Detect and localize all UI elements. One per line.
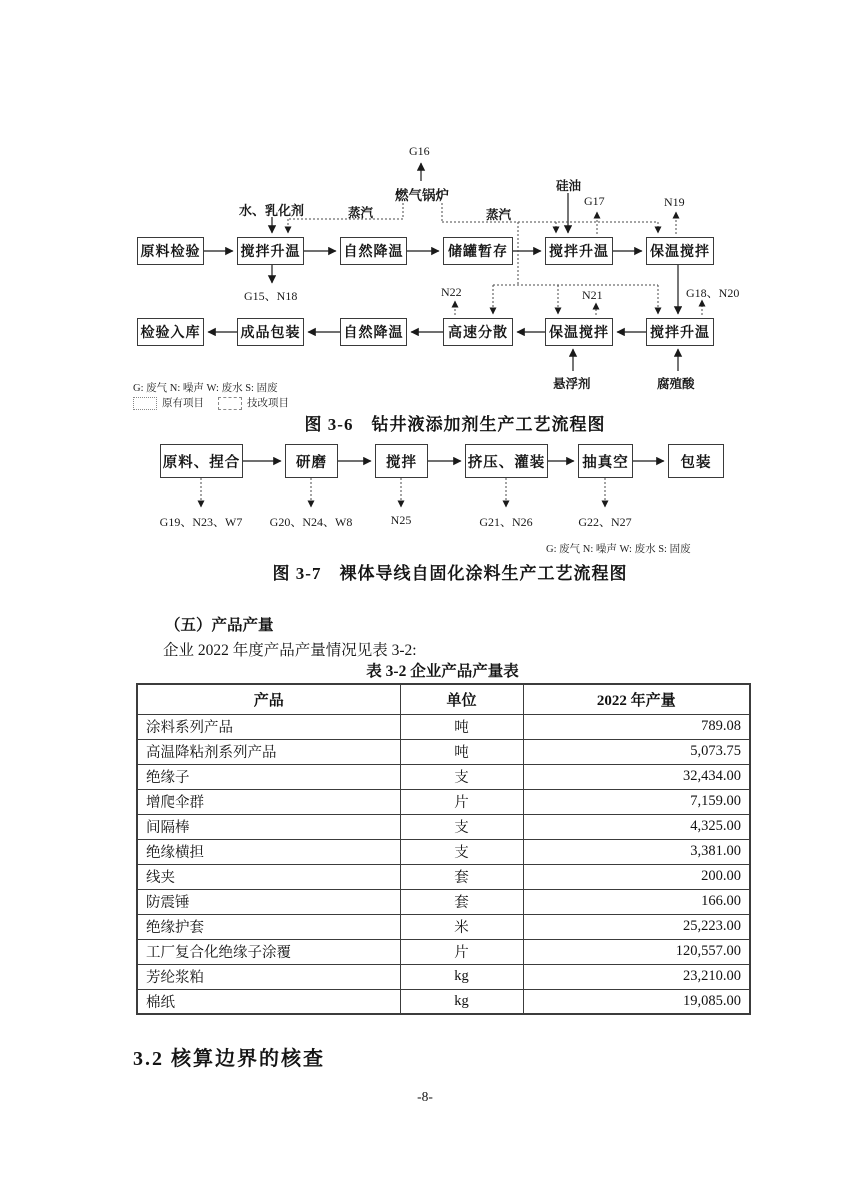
- flow-box-insulated-stirring-2: 保温搅拌: [545, 318, 613, 346]
- flow-box-vacuum: 抽真空: [578, 444, 633, 478]
- n21-label: N21: [582, 288, 603, 302]
- table-row: [137, 889, 750, 914]
- cell-value: 789.08: [523, 714, 750, 739]
- section-3-2-heading: 3.2 核算边界的核查: [133, 1048, 325, 1070]
- flow-box-high-speed-dispersion: 高速分散: [443, 318, 513, 346]
- cell-value: 25,223.00: [523, 914, 750, 939]
- cell-product: 增爬伞群: [137, 789, 400, 814]
- table-row: [137, 914, 750, 939]
- table-row: [137, 764, 750, 789]
- flow-box-insulated-stirring-1: 保温搅拌: [646, 237, 714, 265]
- table-row: [137, 789, 750, 814]
- table-header-row: [137, 684, 750, 714]
- flow-box-inspection-warehousing: 检验入库: [137, 318, 204, 346]
- flow-box-extrusion-filling: 挤压、灌装: [465, 444, 548, 478]
- g20-n24-w8-label: G20、N24、W8: [269, 515, 353, 529]
- header-output-2022: 2022 年产量: [523, 684, 750, 714]
- cell-unit: kg: [400, 989, 523, 1014]
- cell-value: 32,434.00: [523, 764, 750, 789]
- silicone-oil-label: 硅油: [556, 179, 582, 193]
- flow-box-packaging: 包装: [668, 444, 724, 478]
- page-number: -8-: [417, 1089, 433, 1104]
- flow-box-stir-heating-1: 搅拌升温: [237, 237, 304, 265]
- cell-unit: 套: [400, 889, 523, 914]
- cell-unit: 片: [400, 789, 523, 814]
- figure-3-7-caption: 图 3-7 裸体导线自固化涂料生产工艺流程图: [272, 564, 628, 583]
- cell-product: 芳纶浆粕: [137, 964, 400, 989]
- item-heading: （五）产品产量: [165, 617, 274, 634]
- flow-box-raw-material-kneading: 原料、捏合: [160, 444, 243, 478]
- header-unit: 单位: [400, 684, 523, 714]
- cell-value: 5,073.75: [523, 739, 750, 764]
- table-row: [137, 989, 750, 1014]
- cell-unit: 套: [400, 864, 523, 889]
- steam-label-right: 蒸汽: [486, 208, 512, 222]
- cell-product: 绝缘子: [137, 764, 400, 789]
- g19-n23-w7-label: G19、N23、W7: [159, 515, 243, 529]
- cell-value: 200.00: [523, 864, 750, 889]
- cell-product: 高温降粘剂系列产品: [137, 739, 400, 764]
- g21-n26-label: G21、N26: [479, 515, 533, 529]
- cell-product: 防震锤: [137, 889, 400, 914]
- cell-value: 19,085.00: [523, 989, 750, 1014]
- cell-product: 工厂复合化绝缘子涂覆: [137, 939, 400, 964]
- flow-box-tank-storage: 储罐暂存: [443, 237, 513, 265]
- flow-box-natural-cooling-1: 自然降温: [340, 237, 407, 265]
- cell-unit: 支: [400, 814, 523, 839]
- retrofit-project-label: 技改项目: [247, 398, 289, 409]
- cell-value: 23,210.00: [523, 964, 750, 989]
- fig1-project-legend: [133, 395, 289, 410]
- cell-value: 3,381.00: [523, 839, 750, 864]
- cell-value: 166.00: [523, 889, 750, 914]
- g22-n27-label: G22、N27: [578, 515, 632, 529]
- flow-box-product-packaging: 成品包装: [237, 318, 304, 346]
- flow-box-stir-heating-2: 搅拌升温: [545, 237, 613, 265]
- fig2-output-dotted: [201, 478, 605, 507]
- table-row: [137, 739, 750, 764]
- cell-product: 线夹: [137, 864, 400, 889]
- cell-unit: 吨: [400, 714, 523, 739]
- cell-value: 4,325.00: [523, 814, 750, 839]
- cell-value: 120,557.00: [523, 939, 750, 964]
- humic-acid-label: 腐殖酸: [657, 377, 695, 391]
- product-output-table: [136, 683, 751, 1015]
- g17-label: G17: [584, 194, 605, 208]
- table-row: [137, 839, 750, 864]
- n25-label: N25: [390, 513, 412, 527]
- cell-value: 7,159.00: [523, 789, 750, 814]
- gas-boiler-label: 燃气锅炉: [395, 188, 449, 203]
- flow-box-stirring: 搅拌: [375, 444, 428, 478]
- cell-unit: 片: [400, 939, 523, 964]
- cell-unit: 吨: [400, 739, 523, 764]
- table-row: [137, 714, 750, 739]
- flow-box-raw-material-inspection: 原料检验: [137, 237, 204, 265]
- table-row: [137, 964, 750, 989]
- cell-unit: 支: [400, 839, 523, 864]
- flow-box-stir-heating-3: 搅拌升温: [646, 318, 714, 346]
- retrofit-project-chip: [218, 397, 242, 410]
- cell-product: 间隔棒: [137, 814, 400, 839]
- flow-box-natural-cooling-2: 自然降温: [340, 318, 407, 346]
- original-project-label: 原有项目: [162, 398, 204, 409]
- header-product: 产品: [137, 684, 400, 714]
- cell-product: 涂料系列产品: [137, 714, 400, 739]
- g18-n20-label: G18、N20: [686, 286, 740, 300]
- original-project-chip: [133, 397, 157, 410]
- cell-product: 绝缘横担: [137, 839, 400, 864]
- table-row: [137, 864, 750, 889]
- flow-box-grinding: 研磨: [285, 444, 338, 478]
- cell-unit: kg: [400, 964, 523, 989]
- figure-3-6-caption: 图 3-6 钻井液添加剂生产工艺流程图: [304, 415, 606, 434]
- table-intro: 企业 2022 年度产品产量情况见表 3-2:: [163, 642, 417, 659]
- g16-label: G16: [409, 144, 430, 158]
- cell-unit: 米: [400, 914, 523, 939]
- table-row: [137, 814, 750, 839]
- table-title: 表 3-2 企业产品产量表: [366, 663, 519, 680]
- cell-product: 棉纸: [137, 989, 400, 1014]
- n22-label: N22: [441, 285, 462, 299]
- cell-unit: 支: [400, 764, 523, 789]
- water-emulsifier-label: 水、乳化剂: [239, 203, 305, 218]
- steam-label-left: 蒸汽: [348, 206, 374, 220]
- table-row: [137, 939, 750, 964]
- g15-n18-label: G15、N18: [244, 289, 298, 303]
- fig1-waste-legend: G: 废气 N: 噪声 W: 废水 S: 固废: [133, 383, 278, 394]
- fig2-waste-legend: G: 废气 N: 噪声 W: 废水 S: 固废: [546, 544, 691, 555]
- suspension-agent-label: 悬浮剂: [553, 377, 591, 391]
- n19-label: N19: [664, 195, 685, 209]
- cell-product: 绝缘护套: [137, 914, 400, 939]
